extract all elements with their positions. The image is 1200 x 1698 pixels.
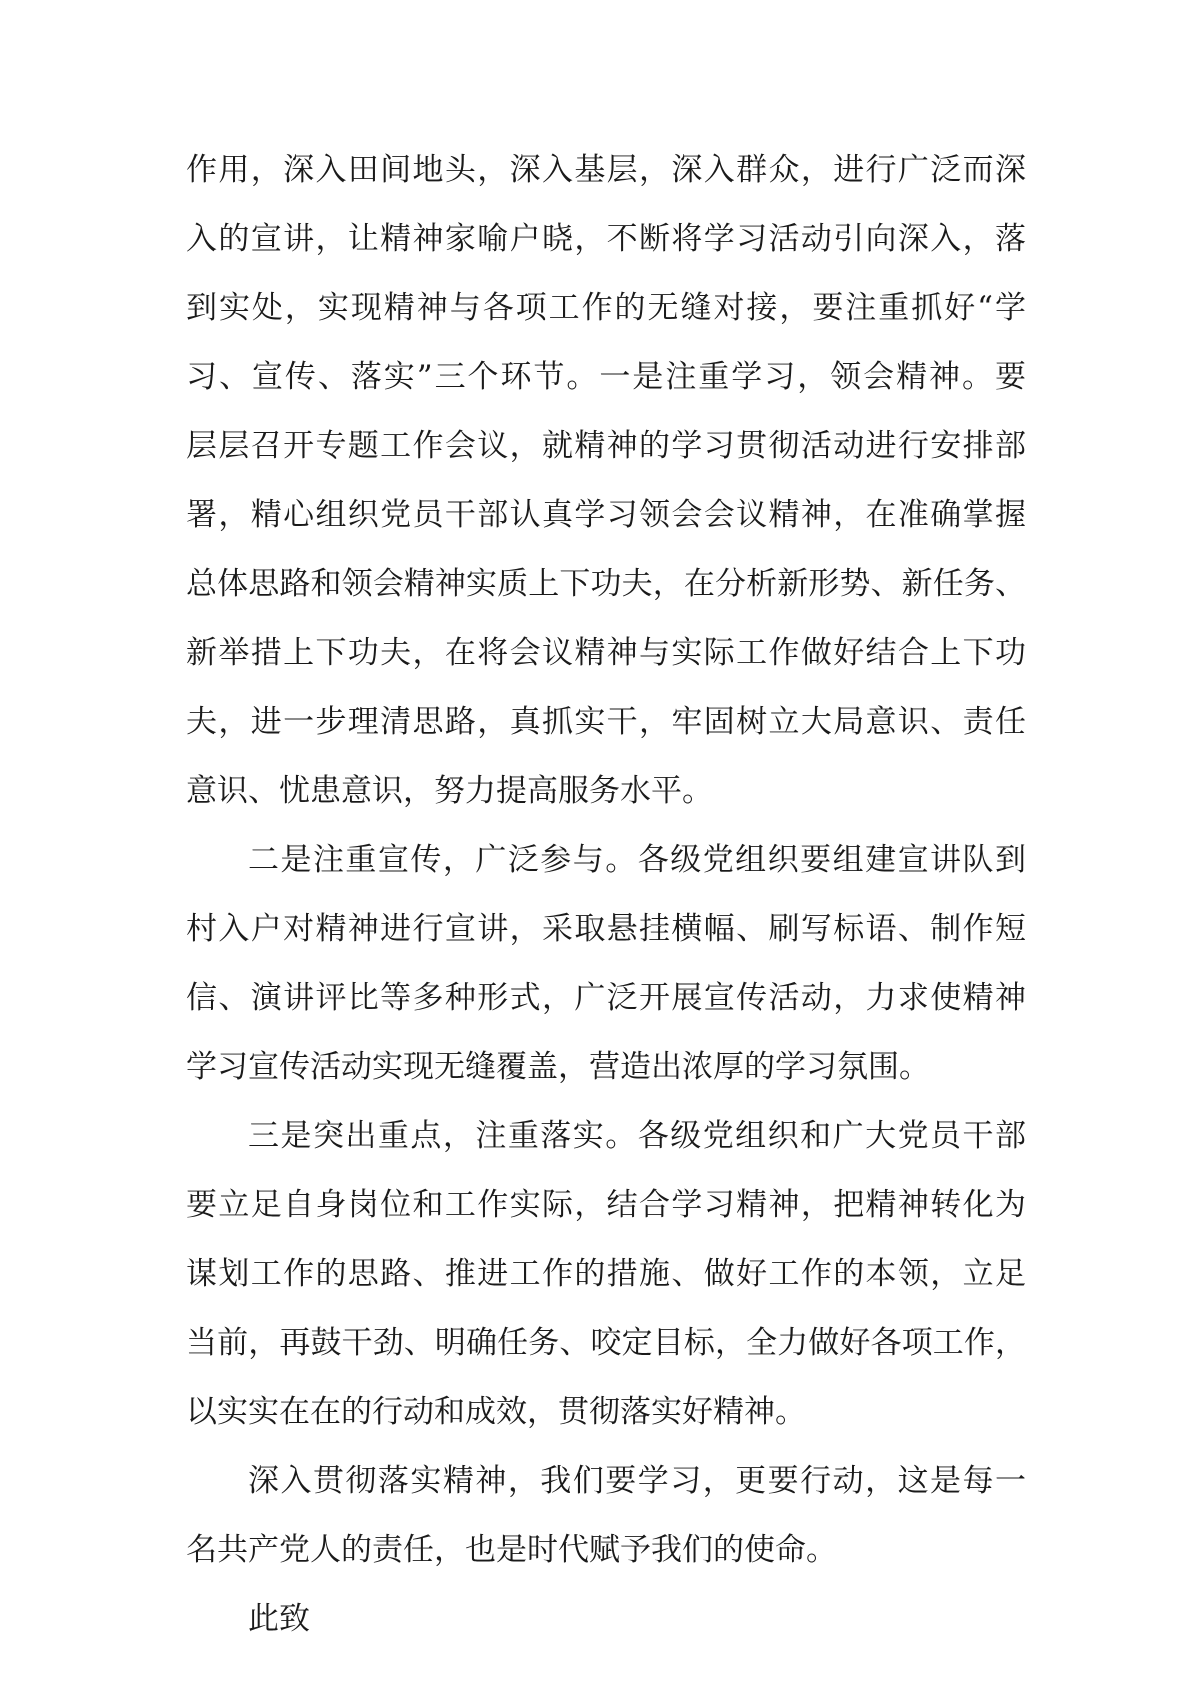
text-line: 新举措上下功夫，在将会议精神与实际工作做好结合上下功 xyxy=(186,635,1026,671)
text-line: 意识、忧患意识，努力提高服务水平。 xyxy=(186,773,713,809)
text-line: 名共产党人的责任，也是时代赋予我们的使命。 xyxy=(186,1532,837,1568)
text-line: 村入户对精神进行宣讲，采取悬挂横幅、刷写标语、制作短 xyxy=(186,911,1026,947)
closing-salutation: 此致 xyxy=(248,1601,310,1637)
text-line: 三是突出重点，注重落实。各级党组织和广大党员干部 xyxy=(248,1118,1026,1154)
paragraph-2 xyxy=(186,826,1026,1102)
text-line: 以实实在在的行动和成效，贯彻落实好精神。 xyxy=(186,1394,806,1430)
paragraph-4 xyxy=(186,1447,1026,1585)
text-line: 信、演讲评比等多种形式，广泛开展宣传活动，力求使精神 xyxy=(186,980,1026,1016)
text-line: 要立足自身岗位和工作实际，结合学习精神，把精神转化为 xyxy=(186,1187,1026,1223)
closing xyxy=(186,1585,1026,1654)
paragraph-1 xyxy=(186,136,1026,826)
text-line: 深入贯彻落实精神，我们要学习，更要行动，这是每一 xyxy=(248,1463,1026,1499)
document-page xyxy=(186,136,1026,1654)
text-line: 署，精心组织党员干部认真学习领会会议精神，在准确掌握 xyxy=(186,497,1026,533)
text-line: 夫，进一步理清思路，真抓实干，牢固树立大局意识、责任 xyxy=(186,704,1026,740)
text-line: 习、宣传、落实”三个环节。一是注重学习，领会精神。要 xyxy=(186,359,1026,395)
paragraph-3 xyxy=(186,1102,1026,1447)
text-line: 入的宣讲，让精神家喻户晓，不断将学习活动引向深入，落 xyxy=(186,221,1026,257)
text-line: 二是注重宣传，广泛参与。各级党组织要组建宣讲队到 xyxy=(248,842,1026,878)
text-line: 层层召开专题工作会议，就精神的学习贯彻活动进行安排部 xyxy=(186,428,1026,464)
text-line: 谋划工作的思路、推进工作的措施、做好工作的本领，立足 xyxy=(186,1256,1026,1292)
text-line: 学习宣传活动实现无缝覆盖，营造出浓厚的学习氛围。 xyxy=(186,1049,930,1085)
text-line: 当前，再鼓干劲、明确任务、咬定目标，全力做好各项工作， xyxy=(186,1325,1026,1361)
text-line: 总体思路和领会精神实质上下功夫，在分析新形势、新任务、 xyxy=(186,566,1026,602)
text-line: 到实处，实现精神与各项工作的无缝对接，要注重抓好“学 xyxy=(186,290,1026,326)
text-line: 作用，深入田间地头，深入基层，深入群众，进行广泛而深 xyxy=(186,152,1026,188)
